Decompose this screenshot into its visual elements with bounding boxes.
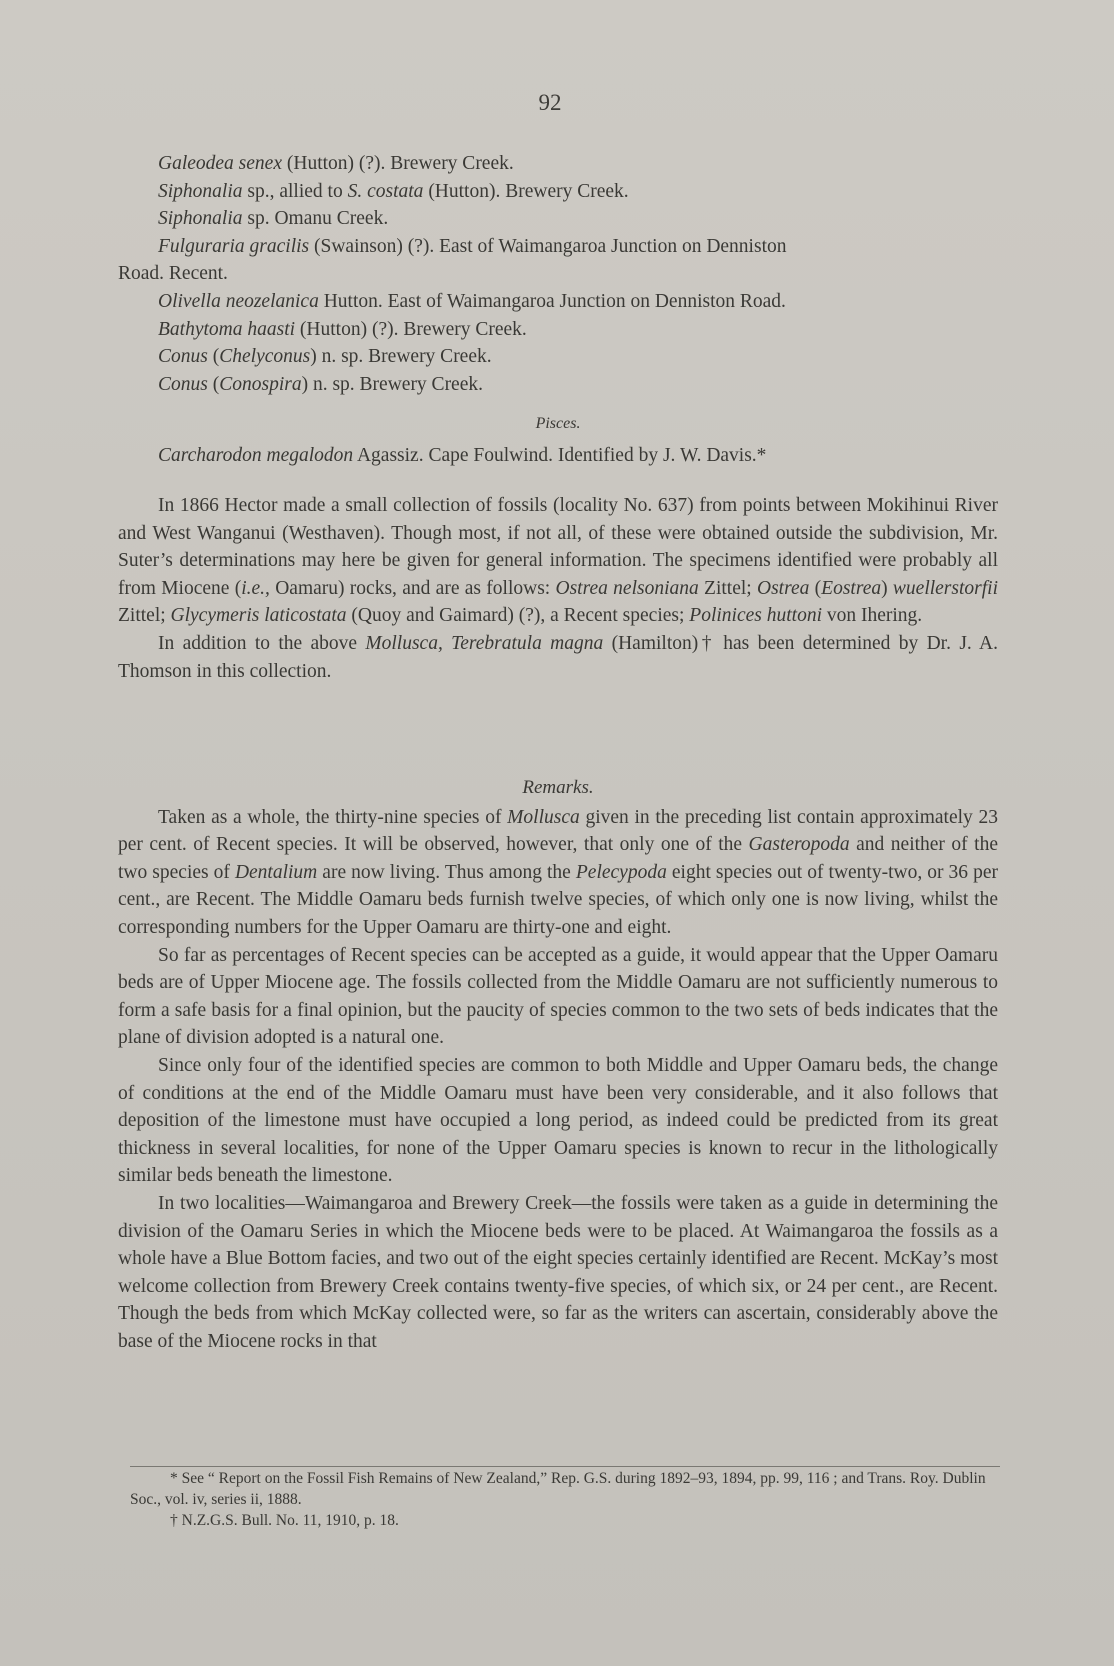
- species-name: Glycymeris laticostata: [170, 605, 347, 627]
- species-name: Fulguraria gracilis: [158, 235, 310, 257]
- species-details: sp., allied to: [242, 180, 348, 202]
- text-run: Zittel;: [118, 605, 171, 627]
- taxon-name: Mollusca: [507, 806, 580, 828]
- species-name: Ostrea: [757, 577, 810, 599]
- paragraph: [118, 630, 998, 685]
- text-run: In 1866 Hector made a small collection of fossils (locality No. 637) from points between Mokihinui River and West Wanganui (Westhaven). Though most, if not all, of these were obtained outside the subdivision, Mr. Suter’s determinations may here be given for general information. The specimens identified were probably all from Miocene (: [118, 495, 998, 599]
- taxon-name: Pelecypoda: [575, 861, 667, 883]
- remarks-section: [118, 760, 998, 1355]
- species-name: Galeodea senex: [158, 153, 282, 174]
- species-name: Carcharodon megalodon: [158, 444, 354, 466]
- taxon-name: Gasteropoda: [748, 834, 850, 856]
- species-name: S. costata: [347, 180, 424, 202]
- page-number: 92: [538, 90, 562, 115]
- hector-collection-section: [118, 492, 998, 685]
- species-name: Siphonalia: [158, 208, 243, 230]
- list-item: [118, 371, 998, 399]
- section-heading-pisces: Pisces.: [535, 415, 581, 433]
- text-run: von Ihering.: [822, 605, 923, 627]
- text-run: Oamaru) rocks, and are as follows:: [269, 577, 556, 599]
- list-item: [118, 205, 998, 233]
- species-details: ) n. sp. Brewery Creek.: [301, 373, 483, 395]
- taxon-name: Dentalium: [234, 861, 318, 883]
- list-item: [118, 233, 998, 261]
- section-heading-remarks: Remarks.: [522, 777, 594, 798]
- species-details: (Hutton) (?). Brewery Creek.: [295, 318, 527, 340]
- paragraph: In two localities—Waimangaroa and Brewery Creek—the fossils were taken as a guide in determining the division of the Oamaru Series in which the Miocene beds were to be placed. At Waimangaroa the fossils as a whole have a Blue Bottom facies, and two out of the eight species certainly identified are Recent. McKay’s most welcome collection from Brewery Creek contains twenty-five species, of which six, or 24 per cent., are Recent. Though the beds from which McKay collected were, so far as the writers can ascertain, considerably above the base of the Miocene rocks in that: [118, 1192, 998, 1352]
- text-run: Zittel;: [698, 577, 757, 599]
- species-details: (Hutton). Brewery Creek.: [423, 180, 629, 202]
- italic-text: i.e.,: [241, 577, 270, 599]
- species-name: Mollusca, Terebratula magna: [365, 632, 604, 654]
- species-name: Conus: [158, 373, 208, 395]
- list-item: [118, 343, 998, 371]
- list-item: [118, 178, 998, 206]
- species-details: sp. Omanu Creek.: [242, 208, 389, 230]
- text-run: In addition to the above: [158, 632, 366, 654]
- species-name: Siphonalia: [158, 180, 243, 202]
- list-item: [118, 288, 998, 316]
- text-run: (Hamilton)† has been determined by Dr. J. A. Thomson in this collection.: [118, 632, 998, 682]
- species-details: (Swainson) (?). East of Waimangaroa Junction on Denniston: [309, 235, 787, 257]
- paragraph: [118, 804, 998, 942]
- text-run: ): [881, 577, 893, 599]
- species-details: ) n. sp. Brewery Creek.: [310, 346, 492, 368]
- list-item: [118, 316, 998, 344]
- species-name: Conus: [158, 346, 208, 368]
- species-name: wuellerstorfii: [892, 577, 998, 599]
- text-run: (Quoy and Gaimard) (?), a Recent species;: [346, 605, 690, 627]
- footnote: † N.Z.G.S. Bull. No. 11, 1910, p. 18.: [170, 1512, 399, 1529]
- species-name: Polinices huttoni: [689, 605, 822, 627]
- species-details: Hutton. East of Waimangaroa Junction on Denniston Road.: [318, 290, 786, 312]
- list-item: [118, 150, 998, 178]
- text-run: and neither of the two species of: [118, 834, 998, 883]
- list-item: [118, 442, 998, 470]
- text-run: given in the preceding list contain approximately 23 per cent. of Recent species. It will be observed, however, that only one of the: [118, 806, 998, 856]
- paragraph: Since only four of the identified species are common to both Middle and Upper Oamaru beds, the change of conditions at the end of the Middle Oamaru must have been very considerable, and it also follows that deposition of the limestone must have occupied a long period, as indeed could be predicted from its great thickness in several localities, for none of the Upper Oamaru species is known to recur in the lithologically similar beds beneath the limestone.: [118, 1054, 998, 1187]
- species-details: (Hutton) (?). Brewery Creek.: [282, 153, 514, 174]
- footnote-divider: [130, 1466, 1000, 1467]
- text-run: Taken as a whole, the thirty-nine species of: [158, 806, 508, 828]
- species-name: Conospira: [219, 373, 302, 395]
- species-name: Ostrea nelsoniana: [555, 577, 699, 599]
- species-list: [118, 150, 998, 470]
- species-name: Chelyconus: [219, 346, 311, 368]
- species-details: (: [207, 346, 220, 368]
- species-name: Olivella neozelanica: [158, 290, 319, 312]
- text-run: eight species out of twenty-two, or 36 per cent., are Recent. The Middle Oamaru beds furnish twelve species, of which only one is now living, whilst the corresponding numbers for the Upper Oamaru are thirty-one and eight.: [118, 861, 998, 938]
- footnote: * See “ Report on the Fossil Fish Remains of New Zealand,” Rep. G.S. during 1892–93, 1894, pp. 99, 116 ; and Trans. Roy. Dublin Soc., vol. iv, series ii, 1888.: [130, 1470, 986, 1508]
- paragraph: [118, 492, 998, 630]
- footnotes: [130, 1468, 1000, 1531]
- species-name: Eostrea: [821, 577, 882, 599]
- species-details: (: [207, 373, 220, 395]
- text-run: are now living. Thus among the: [317, 861, 576, 883]
- species-details: Agassiz. Cape Foulwind. Identified by J. W. Davis.*: [353, 444, 767, 466]
- paragraph: So far as percentages of Recent species can be accepted as a guide, it would appear that the Upper Oamaru beds are of Upper Miocene age. The fossils collected from the Middle Oamaru are not sufficiently numerous to form a safe basis for a final opinion, but the paucity of species common to the two sets of beds indicates that the plane of division adopted is a natural one.: [118, 944, 998, 1049]
- text-run: (: [809, 577, 822, 599]
- list-item-continuation: Road. Recent.: [118, 263, 228, 285]
- species-name: Bathytoma haasti: [158, 318, 296, 340]
